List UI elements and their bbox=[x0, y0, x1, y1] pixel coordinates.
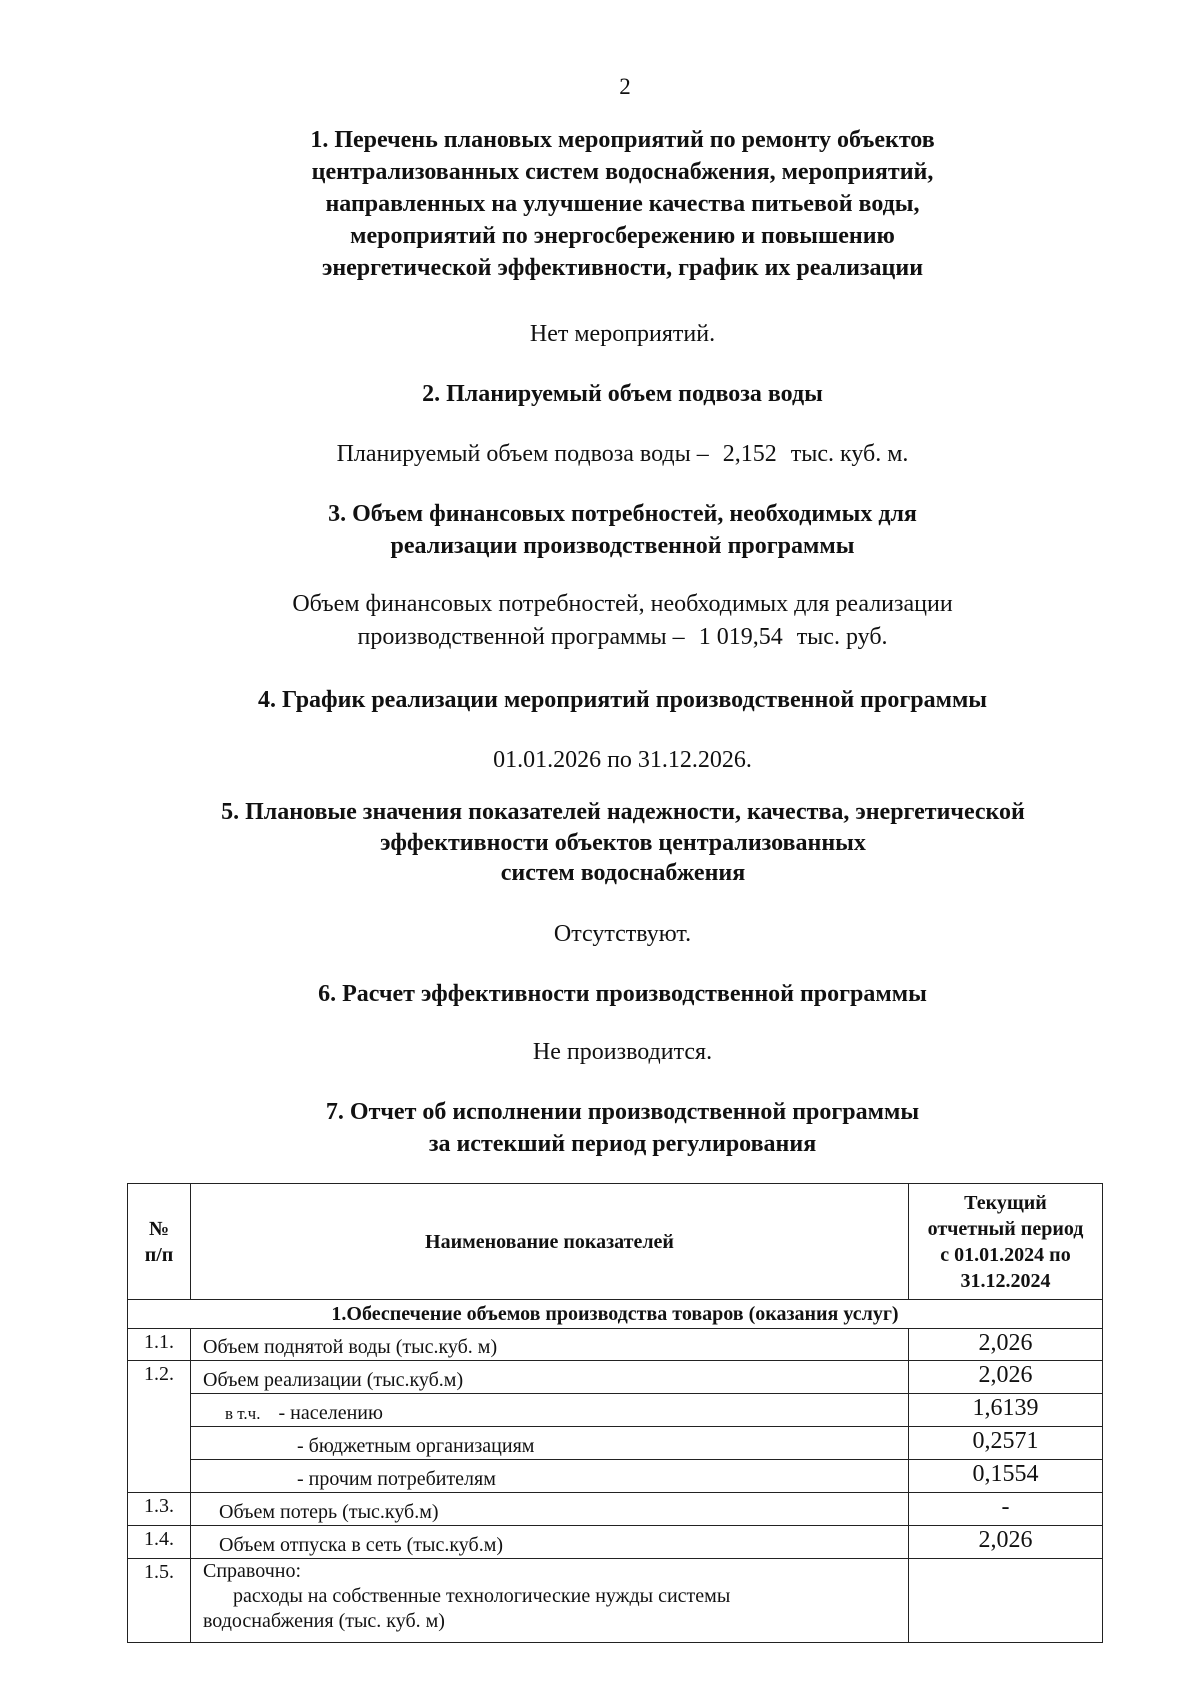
table-row: 1.3. Объем потерь (тыс.куб.м) - bbox=[128, 1493, 1103, 1526]
page-number: 2 bbox=[619, 74, 631, 99]
section-6-text: Не производится. bbox=[532, 1039, 713, 1065]
section-5-text: Отсутствуют. bbox=[553, 921, 692, 947]
section-4-text: 01.01.2026 по 31.12.2026. bbox=[493, 747, 752, 773]
report-table bbox=[127, 1183, 1103, 1643]
section-4-title: 4. График реализации мероприятий производственной программы bbox=[257, 687, 988, 713]
header-name: Наименование показателей bbox=[191, 1184, 909, 1300]
table-header-row bbox=[128, 1184, 1103, 1300]
section-1-title: 1. Перечень плановых мероприятий по ремонту объектов централизованных систем водоснабжения, мероприятий, направленных на улучшение качества питьевой воды, мероприятий по энергосбережению и повышению энергетической эффективности, график их реализации bbox=[310, 127, 935, 281]
water-delivery-value: 2,152 bbox=[722, 441, 777, 467]
section-5-title: 5. Плановые значения показателей надежности, качества, энергетической эффективности объектов централизованных систем водоснабжения bbox=[221, 799, 1025, 886]
header-num: № п/п bbox=[128, 1184, 191, 1300]
table-row: - прочим потребителям 0,1554 bbox=[128, 1460, 1103, 1493]
table-row: 1.4. Объем отпуска в сеть (тыс.куб.м) 2,026 bbox=[128, 1526, 1103, 1559]
section-7-title: 7. Отчет об исполнении производственной программы за истекший период регулирования bbox=[325, 1099, 920, 1157]
section-1-text: Нет мероприятий. bbox=[529, 321, 716, 347]
table-section-row bbox=[128, 1300, 1103, 1329]
table-row: 1.5. Справочно: расходы на собственные технологические нужды системы водоснабжения (тыс. куб. м) bbox=[128, 1559, 1103, 1643]
section-1-label: 1.Обеспечение объемов производства товаров (оказания услуг) bbox=[128, 1300, 1103, 1329]
section-3-title: 3. Объем финансовых потребностей, необходимых для реализации производственной программы bbox=[328, 501, 917, 559]
table-row: - бюджетным организациям 0,2571 bbox=[128, 1427, 1103, 1460]
section-2-text: Планируемый объем подвоза воды – 2,152 тыс. куб. м. bbox=[336, 441, 909, 467]
table-row: в т.ч. - населению 1,6139 bbox=[128, 1394, 1103, 1427]
section-3-text: Объем финансовых потребностей, необходимых для реализации производственной программы – 1 019,54 тыс. руб. bbox=[292, 591, 953, 650]
table-row: 1.2. Объем реализации (тыс.куб.м) 2,026 bbox=[128, 1361, 1103, 1394]
section-2-title: 2. Планируемый объем подвоза воды bbox=[422, 381, 823, 407]
header-period: Текущий отчетный период с 01.01.2024 по 31.12.2024 bbox=[909, 1184, 1103, 1300]
financial-needs-value: 1 019,54 bbox=[698, 624, 783, 650]
section-6-title: 6. Расчет эффективности производственной программы bbox=[318, 981, 927, 1007]
table-row: 1.1. Объем поднятой воды (тыс.куб. м) 2,026 bbox=[128, 1329, 1103, 1361]
